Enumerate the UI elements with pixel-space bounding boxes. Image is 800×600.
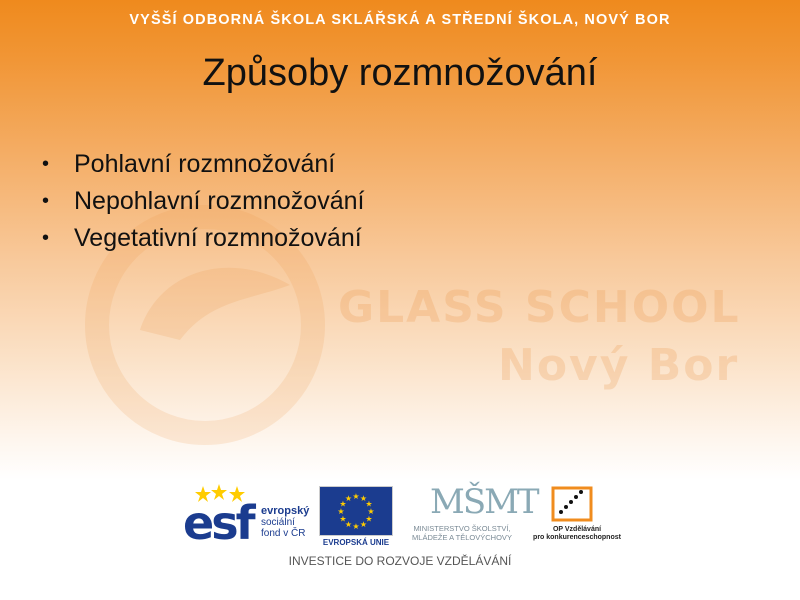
investment-text: INVESTICE DO ROZVOJE VZDĚLÁVÁNÍ (288, 554, 512, 568)
eu-star-icon: ★ (337, 507, 345, 516)
funding-logos (183, 482, 623, 552)
msmt-logo (398, 482, 538, 552)
eu-star-icon: ★ (339, 514, 347, 524)
eu-star-icon: ★ (359, 519, 368, 529)
eu-label: EVROPSKÁ UNIE (322, 538, 390, 547)
eu-star-icon: ★ (359, 494, 368, 504)
eu-star-icon: ★ (344, 519, 353, 529)
msmt-caption (398, 524, 526, 542)
bullet-item (42, 183, 364, 220)
bullet-text: Pohlavní rozmnožování (74, 150, 336, 178)
esf-mark: esf (183, 496, 253, 550)
eu-star-icon: ★ (365, 514, 373, 524)
esf-line2: sociální (261, 517, 295, 528)
investment-slogan (0, 554, 800, 568)
op-caption (531, 526, 623, 542)
op-line2: pro konkurenceschopnost (533, 534, 621, 541)
eu-flag-icon (319, 486, 393, 536)
bullet-item (42, 146, 364, 183)
op-line1: OP Vzdělávání (552, 526, 602, 533)
eu-star-icon: ★ (352, 522, 360, 531)
bullet-text: Nepohlavní rozmnožování (74, 187, 365, 215)
msmt-mark: MŠMT (430, 482, 538, 522)
bullet-text: Vegetativní rozmnožování (74, 224, 362, 252)
esf-line1: evropský (261, 505, 310, 517)
eu-star-icon: ★ (352, 492, 360, 501)
watermark-line1: GLASS SCHOOL (338, 282, 741, 333)
esf-caption (261, 506, 309, 539)
esf-logo (183, 482, 318, 548)
op-logo (531, 484, 623, 550)
bullet-icon: • (42, 227, 50, 249)
bullet-icon: • (42, 153, 50, 175)
eu-star-icon: ★ (365, 499, 373, 509)
school-header: VYŠŠÍ ODBORNÁ ŠKOLA SKLÁŘSKÁ A STŘEDNÍ ŠKOLA, NOVÝ BOR (129, 12, 671, 28)
eu-star-icon: ★ (344, 494, 353, 504)
bullet-list (42, 146, 364, 257)
bullet-item (42, 220, 364, 257)
op-dotted-arrow-icon (549, 484, 595, 524)
watermark-line2: Nový Bor (498, 340, 740, 391)
bullet-icon: • (42, 190, 50, 212)
esf-line3: fond v ČR (261, 528, 306, 539)
eu-logo (319, 486, 393, 547)
msmt-line2: MLÁDEŽE A TĚLOVÝCHOVY (412, 533, 512, 542)
slide-title: Způsoby rozmnožování (202, 52, 598, 94)
eu-star-icon: ★ (339, 499, 347, 509)
msmt-line1: MINISTERSTVO ŠKOLSTVÍ, (413, 524, 511, 533)
eu-star-icon: ★ (367, 507, 375, 516)
